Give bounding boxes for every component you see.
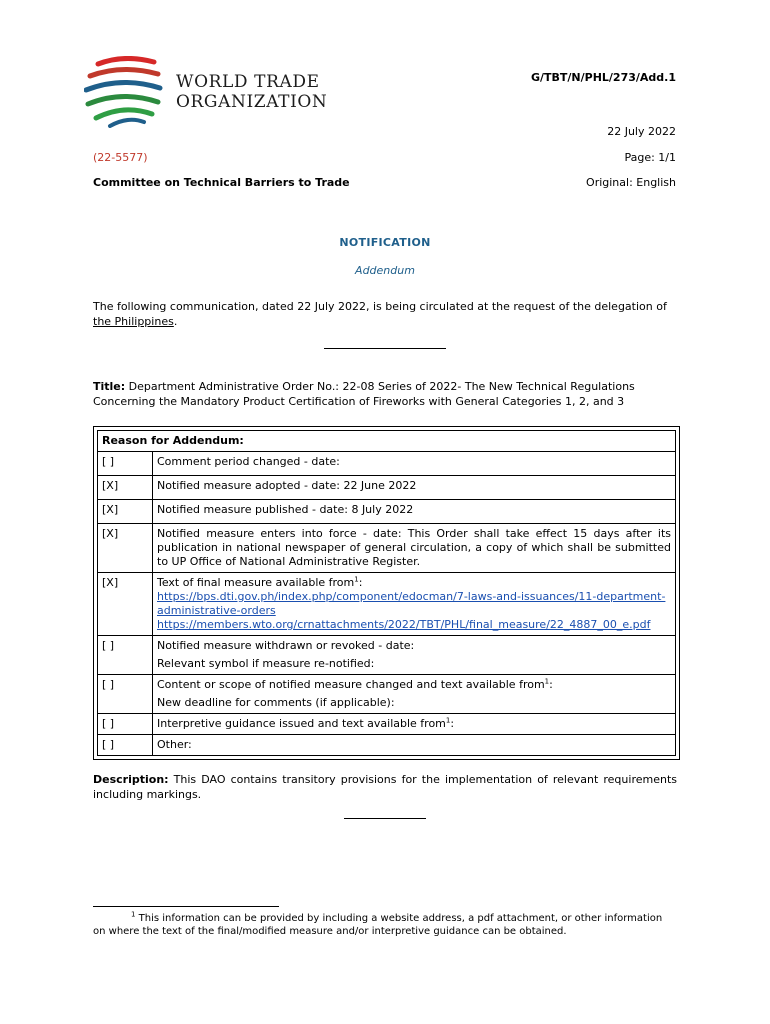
checkbox-mark: [ ] bbox=[98, 714, 153, 735]
footnote-ref: 1 bbox=[544, 677, 550, 686]
measure-title bbox=[93, 379, 677, 409]
reason-text: Notified measure published - date: 8 July 2022 bbox=[153, 500, 676, 524]
description-paragraph bbox=[93, 772, 677, 802]
reference-number: (22-5577) bbox=[93, 151, 148, 164]
reason-subtext: New deadline for comments (if applicable): bbox=[157, 696, 395, 709]
footnote bbox=[93, 912, 677, 938]
reason-text: Other: bbox=[153, 735, 676, 756]
org-name-line2: ORGANIZATION bbox=[176, 92, 328, 112]
reason-cell bbox=[153, 573, 676, 636]
table-row bbox=[98, 476, 676, 500]
checkbox-mark: [X] bbox=[98, 476, 153, 500]
intro-paragraph bbox=[93, 299, 677, 329]
table-row bbox=[98, 573, 676, 636]
table-row bbox=[98, 452, 676, 476]
reason-text-end: : bbox=[358, 576, 363, 589]
reason-table bbox=[97, 430, 676, 756]
reason-text-end: : bbox=[549, 678, 553, 691]
table-row bbox=[98, 714, 676, 735]
reason-cell bbox=[153, 636, 676, 675]
checkbox-mark: [X] bbox=[98, 573, 153, 636]
member-name: the Philippines bbox=[93, 315, 174, 328]
organization-name bbox=[176, 72, 327, 112]
reason-text: Interpretive guidance issued and text available from bbox=[157, 717, 446, 730]
checkbox-mark: [X] bbox=[98, 524, 153, 573]
table-row bbox=[98, 675, 676, 714]
reason-text-end: : bbox=[450, 717, 455, 730]
table-row bbox=[98, 524, 676, 573]
reason-text: Notified measure withdrawn or revoked - date: bbox=[157, 639, 415, 652]
addendum-subheading: Addendum bbox=[355, 264, 415, 277]
footnote-ref: 1 bbox=[445, 716, 451, 725]
intro-end: . bbox=[173, 315, 178, 328]
reason-text: Notified measure adopted - date: 22 June 2022 bbox=[153, 476, 676, 500]
reason-table-frame bbox=[93, 426, 680, 760]
footnote-ref: 1 bbox=[354, 575, 359, 584]
reason-text: Comment period changed - date: bbox=[153, 452, 676, 476]
footnote-text: This information can be provided by including a website address, a pdf attachment, or other information on where the text of the final/modified measure and/or interpretive guidance can be obtained. bbox=[93, 913, 663, 937]
reason-heading: Reason for Addendum: bbox=[98, 431, 676, 452]
table-row bbox=[98, 431, 676, 452]
reason-cell bbox=[153, 675, 676, 714]
wto-logo-icon bbox=[84, 56, 164, 128]
reason-text: Content or scope of notified measure changed and text available from bbox=[157, 678, 545, 691]
table-row bbox=[98, 636, 676, 675]
measure-link-wto[interactable]: https://members.wto.org/crnattachments/2022/TBT/PHL/final_measure/22_4887_00_e.pdf bbox=[157, 618, 651, 631]
footnote-number: 1 bbox=[131, 910, 136, 919]
end-separator-line bbox=[344, 818, 426, 819]
title-text: Department Administrative Order No.: 22-08 Series of 2022- The New Technical Regulations Concerning the Mandatory Product Certification of Fireworks with General Categories 1, 2, and 3 bbox=[93, 380, 635, 408]
separator-line bbox=[324, 348, 446, 349]
reason-text: Text of final measure available from bbox=[157, 576, 355, 589]
reason-cell bbox=[153, 714, 676, 735]
org-name-line1: WORLD TRADE bbox=[176, 72, 320, 92]
checkbox-mark: [ ] bbox=[98, 636, 153, 675]
reason-text: Notified measure enters into force - date: This Order shall take effect 15 days after its publication in national newspaper of general circulation, a copy of which shall be submitted to UP Office of National Administrative Register. bbox=[153, 524, 676, 573]
description-label: Description: bbox=[93, 773, 169, 786]
page-number: Page: 1/1 bbox=[624, 151, 676, 164]
footnote-separator bbox=[93, 906, 279, 907]
document-date: 22 July 2022 bbox=[607, 125, 676, 138]
measure-link-dti[interactable]: https://bps.dti.gov.ph/index.php/component/edocman/7-laws-and-issuances/11-department-administrative-orders bbox=[157, 590, 666, 617]
document-symbol: G/TBT/N/PHL/273/Add.1 bbox=[530, 71, 676, 84]
title-label: Title: bbox=[93, 380, 126, 393]
reason-subtext: Relevant symbol if measure re-notified: bbox=[157, 657, 375, 670]
table-row bbox=[98, 500, 676, 524]
table-row bbox=[98, 735, 676, 756]
intro-text: The following communication, dated 22 July 2022, is being circulated at the request of the delegation of bbox=[93, 300, 667, 313]
checkbox-mark: [ ] bbox=[98, 735, 153, 756]
original-language: Original: English bbox=[586, 176, 676, 189]
description-text: This DAO contains transitory provisions for the implementation of relevant requirements including markings. bbox=[93, 773, 677, 801]
notification-heading: NOTIFICATION bbox=[339, 236, 431, 249]
checkbox-mark: [X] bbox=[98, 500, 153, 524]
committee-name: Committee on Technical Barriers to Trade bbox=[93, 176, 350, 189]
reason-line bbox=[157, 678, 671, 692]
checkbox-mark: [ ] bbox=[98, 452, 153, 476]
checkbox-mark: [ ] bbox=[98, 675, 153, 714]
